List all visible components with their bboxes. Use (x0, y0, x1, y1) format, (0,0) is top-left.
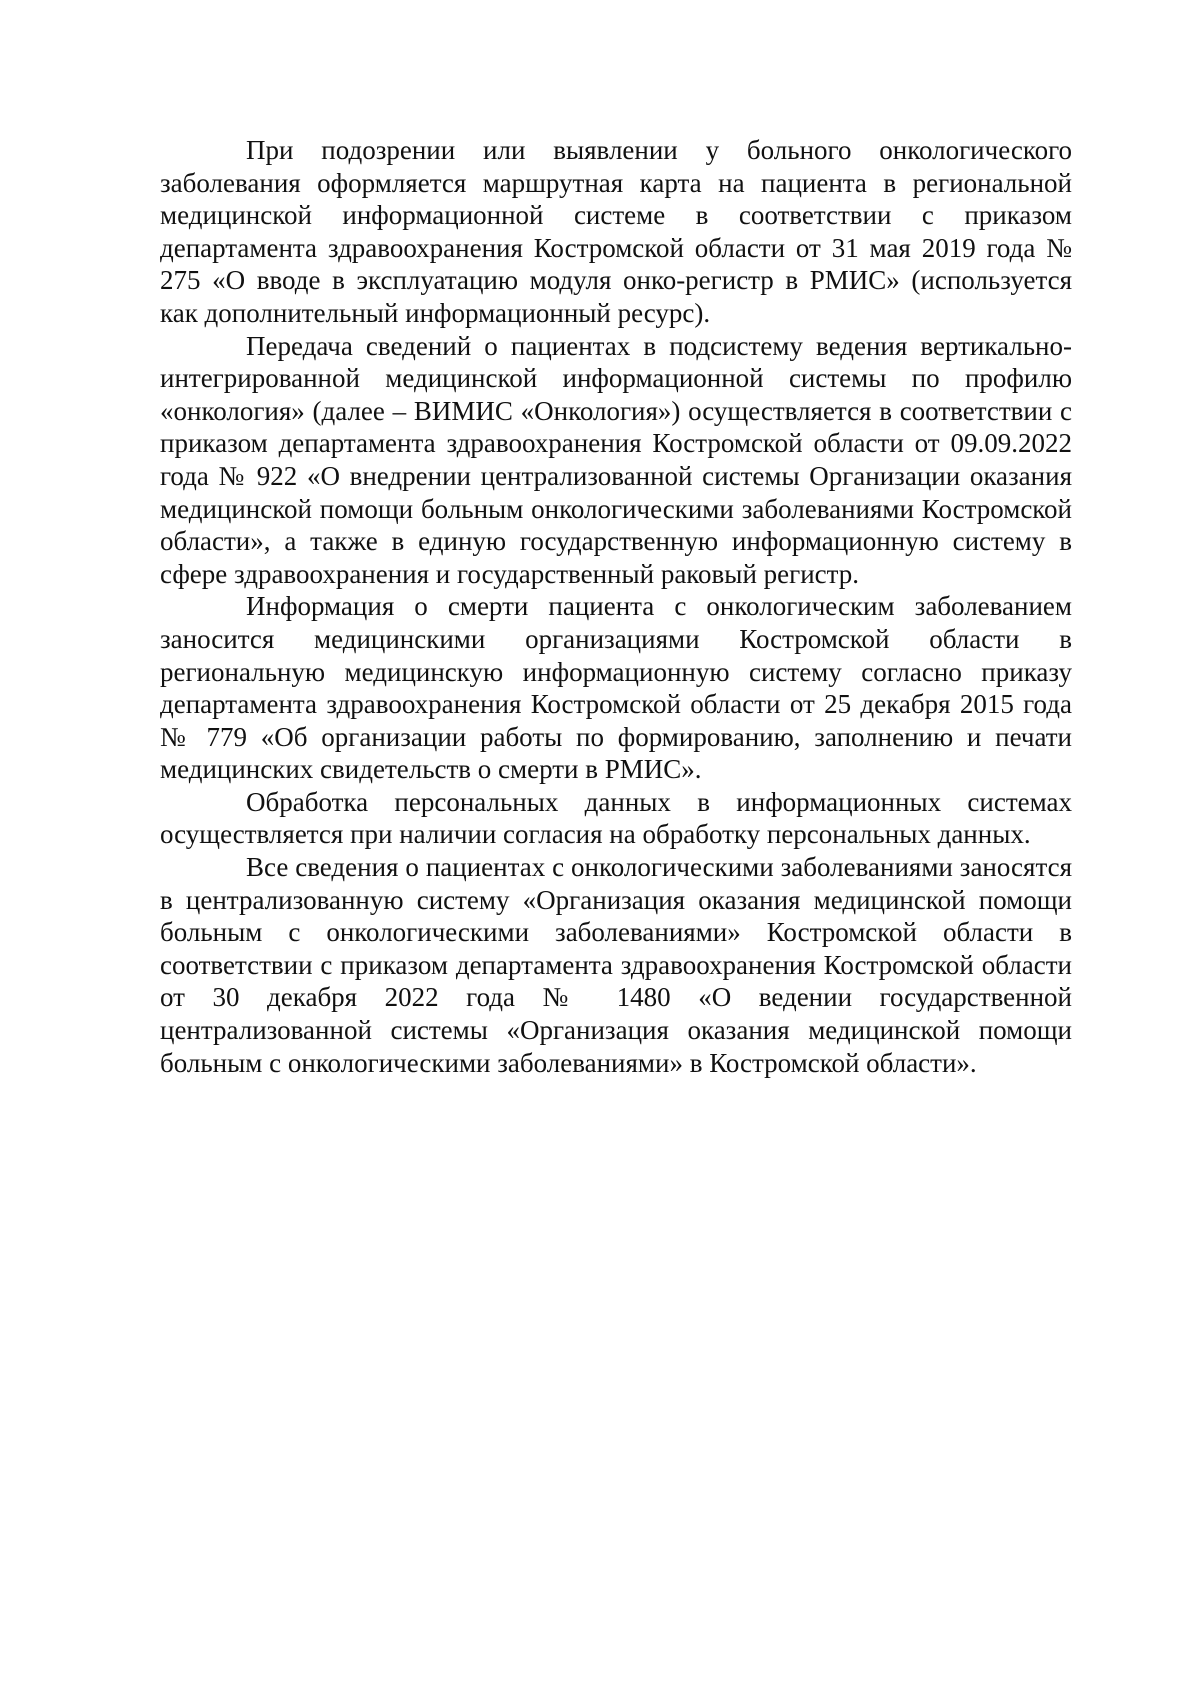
paragraph-personal-data: Обработка персональных данных в информационных системах осуществляется при наличии согласия на обработку персональных данных. (160, 786, 1072, 850)
document-body (160, 134, 1072, 1079)
paragraph-oncology-route-card: При подозрении или выявлении у больного онкологического заболевания оформляется маршрутная карта на пациента в региональной медицинской информационной системе в соответствии с приказом департамента здравоохранения Костромской области от 31 мая 2019 года № 275 «О вводе в эксплуатацию модуля онко-регистр в РМИС» (используется как дополнительный информационный ресурс). (160, 135, 1072, 328)
paragraph-vimis-transfer: Передача сведений о пациентах в подсистему ведения вертикально-интегрированной медицинской информационной системы по профилю «онкология» (далее – ВИМИС «Онкология») осуществляется в соответствии с приказом департамента здравоохранения Костромской области от 09.09.2022 года № 922 «О внедрении централизованной системы Организации оказания медицинской помощи больным онкологическими заболеваниями Костромской области», а также в единую государственную информационную систему в сфере здравоохранения и государственный раковый регистр. (160, 330, 1072, 589)
paragraph-death-information: Информация о смерти пациента с онкологическим заболеванием заносится медицинскими организациями Костромской области в региональную медицинскую информационную систему согласно приказу департамента здравоохранения Костромской области от 25 декабря 2015 года № 779 «Об организации работы по формированию, заполнению и печати медицинских свидетельств о смерти в РМИС». (160, 591, 1072, 785)
paragraph-centralized-system: Все сведения о пациентах с онкологическими заболеваниями заносятся в централизованную систему «Организация оказания медицинской помощи больным с онкологическими заболеваниями» Костромской области в соответствии с приказом департамента здравоохранения Костромской области от 30 декабря 2022 года № 1480 «О ведении государственной централизованной системы «Организация оказания медицинской помощи больным с онкологическими заболеваниями» в Костромской области». (160, 852, 1072, 1078)
